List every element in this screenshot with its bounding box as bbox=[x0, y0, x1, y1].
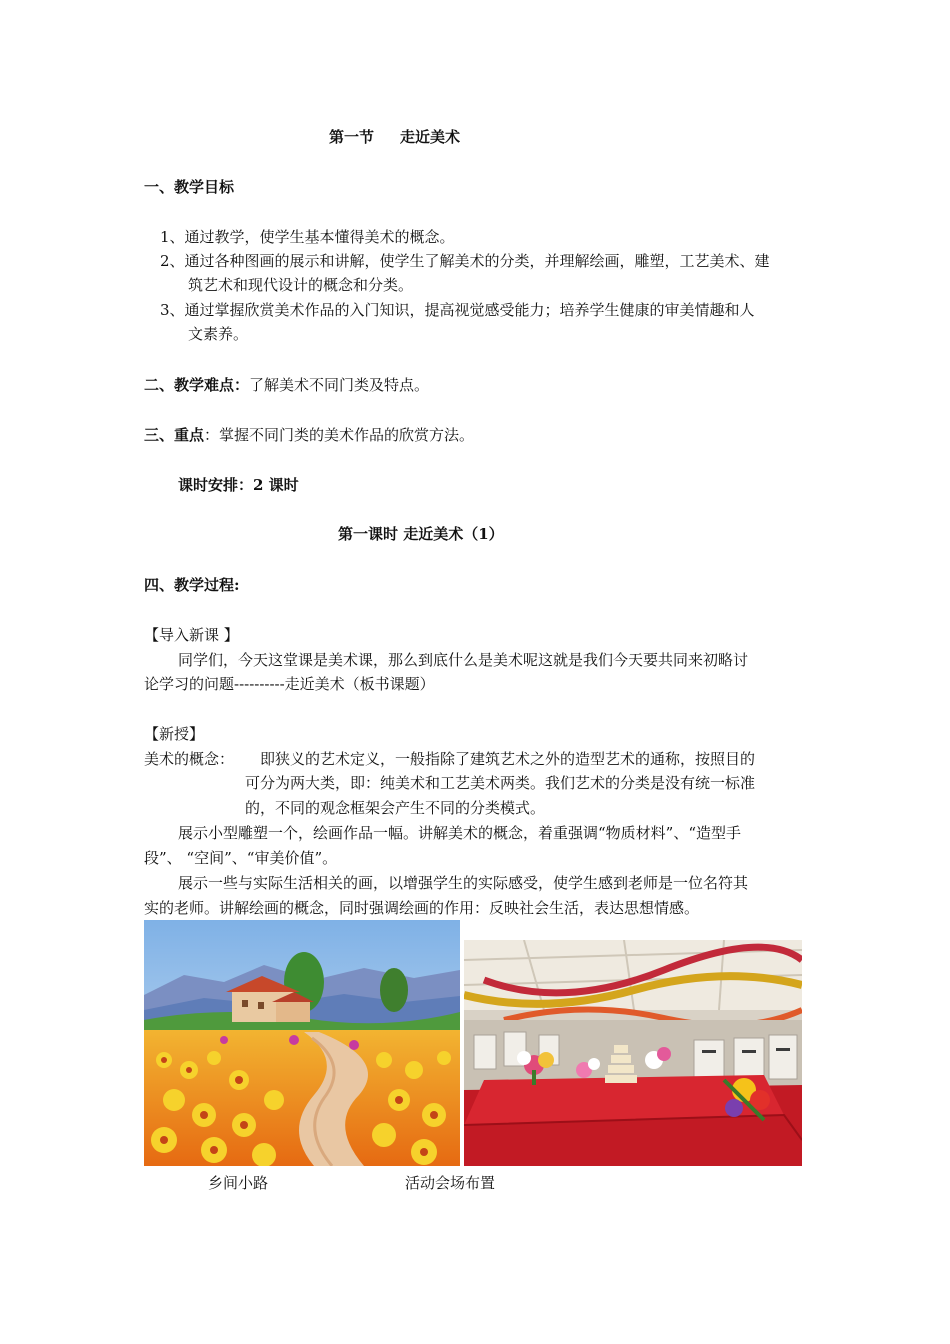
landscape-painting-image bbox=[144, 920, 460, 1166]
image-caption: 乡间小路 bbox=[208, 1174, 269, 1192]
intro-line: 同学们，今天这堂课是美术课，那么到底什么是美术呢这就是我们今天要共同来初略讨 bbox=[178, 651, 749, 669]
new-lesson-label: 【新授】 bbox=[144, 725, 205, 743]
exhibition-photo-icon bbox=[464, 940, 802, 1166]
exhibition-photo-image bbox=[464, 940, 802, 1166]
paragraph-line: 段”、 “空间”、“审美价值”。 bbox=[144, 849, 338, 867]
objective-item: 2、通过各种图画的展示和讲解，使学生了解美术的分类，并理解绘画，雕塑，工艺美术、建 bbox=[160, 252, 770, 270]
section-number: 第一节 bbox=[329, 128, 375, 146]
objective-item: 1、通过教学，使学生基本懂得美术的概念。 bbox=[160, 228, 455, 246]
process-heading: 四、教学过程: bbox=[144, 576, 240, 594]
objective-item: 3、通过掌握欣赏美术作品的入门知识，提高视觉感受能力；培养学生健康的审美情趣和人 bbox=[160, 301, 755, 319]
paragraph-line: 展示一些与实际生活相关的画，以增强学生的实际感受，使学生感到老师是一位名符其 bbox=[178, 874, 749, 892]
paragraph-line: 实的老师。讲解绘画的概念，同时强调绘画的作用：反映社会生活，表达思想情感。 bbox=[144, 899, 700, 917]
objective-item-continued: 筑艺术和现代设计的概念和分类。 bbox=[188, 276, 414, 294]
page-title bbox=[329, 125, 460, 149]
concept-line: 可分为两大类，即：纯美术和工艺美术两类。我们艺术的分类是没有统一标准 bbox=[245, 774, 756, 792]
difficulty-line bbox=[144, 373, 429, 397]
landscape-painting-icon bbox=[144, 920, 460, 1166]
objective-item-continued: 文素养。 bbox=[188, 325, 249, 343]
concept-label: 美术的概念： bbox=[144, 750, 235, 768]
schedule: 课时安排：2 课时 bbox=[178, 476, 299, 494]
lesson-title: 第一课时 走近美术（1） bbox=[338, 525, 504, 543]
intro-line: 论学习的问题----------走近美术（板书课题） bbox=[144, 675, 435, 693]
intro-label: 【导入新课 】 bbox=[144, 626, 239, 644]
key-point-line bbox=[144, 423, 474, 447]
key-point-text: ：掌握不同门类的美术作品的欣赏方法。 bbox=[204, 426, 475, 444]
concept-line: 的，不同的观念框架会产生不同的分类模式。 bbox=[245, 799, 546, 817]
section-name: 走近美术 bbox=[400, 128, 461, 146]
concept-line: 即狭义的艺术定义，一般指除了建筑艺术之外的造型艺术的通称，按照目的 bbox=[260, 750, 756, 768]
image-caption: 活动会场布置 bbox=[405, 1174, 496, 1192]
difficulty-label: 二、教学难点： bbox=[144, 376, 250, 394]
paragraph-line: 展示小型雕塑一个，绘画作品一幅。讲解美术的概念，着重强调“物质材料”、“造型手 bbox=[178, 824, 742, 842]
difficulty-text: 了解美术不同门类及特点。 bbox=[249, 376, 430, 394]
objectives-heading: 一、教学目标 bbox=[144, 178, 235, 196]
key-point-label: 三、重点 bbox=[144, 426, 205, 444]
